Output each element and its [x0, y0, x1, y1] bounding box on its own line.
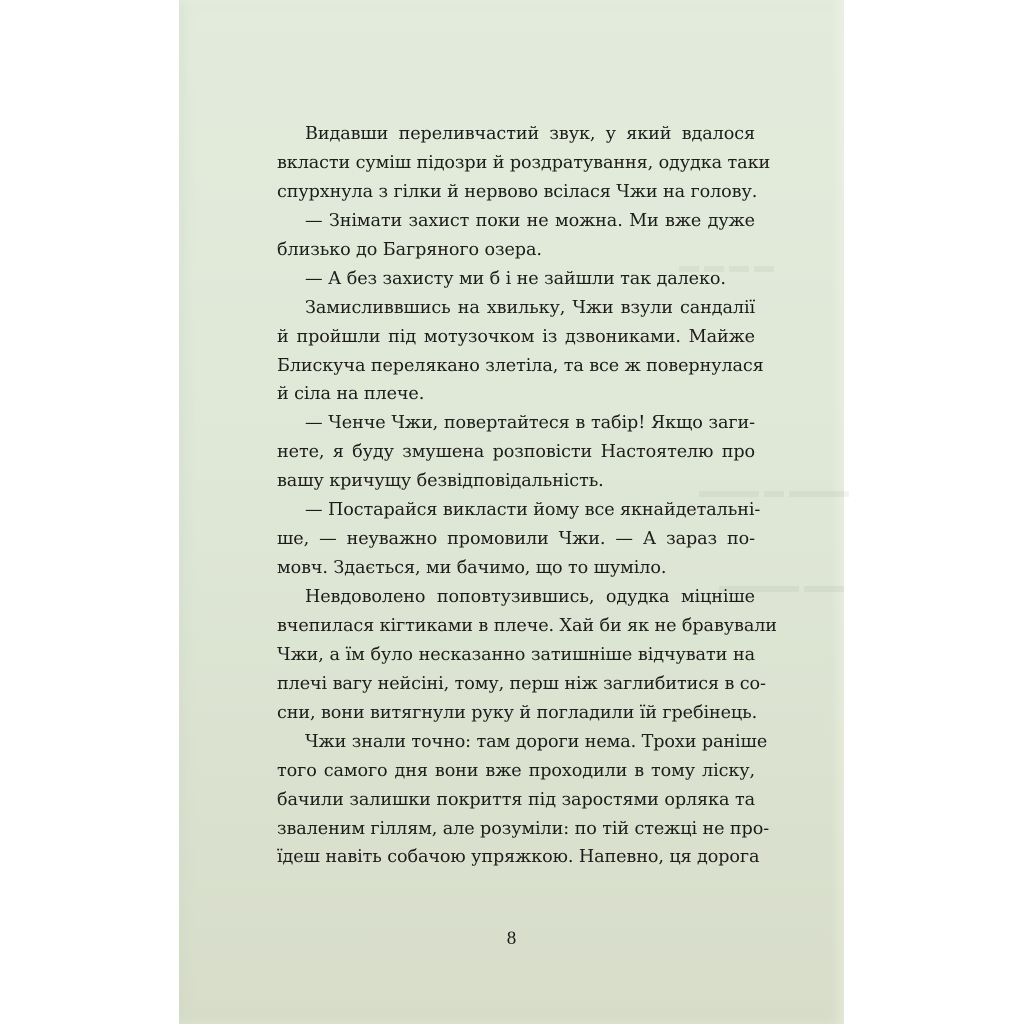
- text-line: — Знімати захист поки не можна. Ми вже дуже: [305, 210, 755, 231]
- text-line: вчепилася кігтиками в плече. Хай би як не бравували: [277, 615, 777, 636]
- text-line: плечі вагу нейсіні, тому, перш ніж заглибитися в со-: [277, 673, 766, 694]
- text-line: спурхнула з гілки й нервово всілася Чжи на голову.: [277, 181, 758, 202]
- text-line: Замисливвшись на хвильку, Чжи взули сандалії: [305, 297, 755, 318]
- text-line: Видавши переливчастий звук, у який вдалося: [305, 124, 755, 144]
- text-line: нете, я буду змушена розповісти Настоятелю про: [277, 442, 755, 463]
- bleed-through-text: ▬ ▬ ▬ ▬: [679, 255, 774, 277]
- text-line: мовч. Здається, ми бачимо, що то шуміло.: [277, 558, 667, 579]
- text-line: й пройшли під мотузочком із дзвониками. Майже: [277, 326, 755, 347]
- text-line: й сіла на плече.: [277, 384, 425, 405]
- text-line: Блискуча перелякано злетіла, та все ж повернулася: [277, 355, 764, 376]
- text-line: близько до Багряного озера.: [277, 239, 542, 260]
- text-line: бачили залишки покриття під заростями орляка та: [277, 789, 755, 810]
- bleed-through-text: ▬▬▬ ▬ ▬▬▬: [699, 480, 849, 502]
- page-number: 8: [506, 928, 517, 949]
- text-line: — А без захисту ми б і не зайшли так далеко.: [305, 268, 726, 289]
- text-line: їдеш навіть собачою упряжкою. Напевно, ця дорога: [277, 847, 760, 868]
- text-line: вкласти суміш підозри й роздратування, одудка таки: [277, 152, 771, 173]
- text-line: — Постарайся викласти йому все якнайдетальні-: [305, 500, 761, 521]
- text-line: того самого дня вони вже проходили в тому ліску,: [277, 760, 755, 781]
- text-line: зваленим гіллям, але розуміли: по тій стежці не про-: [277, 818, 770, 839]
- text-line: Чжи, а їм було несказанно затишніше відчувати на: [277, 644, 755, 665]
- bleed-through-text: ▬▬▬▬ ▬▬: [719, 575, 844, 597]
- body-text: [277, 120, 777, 872]
- text-line: сни, вони витягнули руку й погладили їй гребінець.: [277, 702, 758, 723]
- text-line: Чжи знали точно: там дороги нема. Трохи раніше: [305, 731, 768, 752]
- text-line: — Ченче Чжи, повертайтеся в табір! Якщо заги-: [305, 413, 755, 434]
- text-line: вашу кричущу безвідповідальність.: [277, 471, 604, 492]
- text-line: ше, — неуважно промовили Чжи. — А зараз по-: [277, 529, 755, 550]
- book-page: [179, 0, 849, 1024]
- text-line: Невдоволено поповтузившись, одудка міцніше: [305, 587, 755, 607]
